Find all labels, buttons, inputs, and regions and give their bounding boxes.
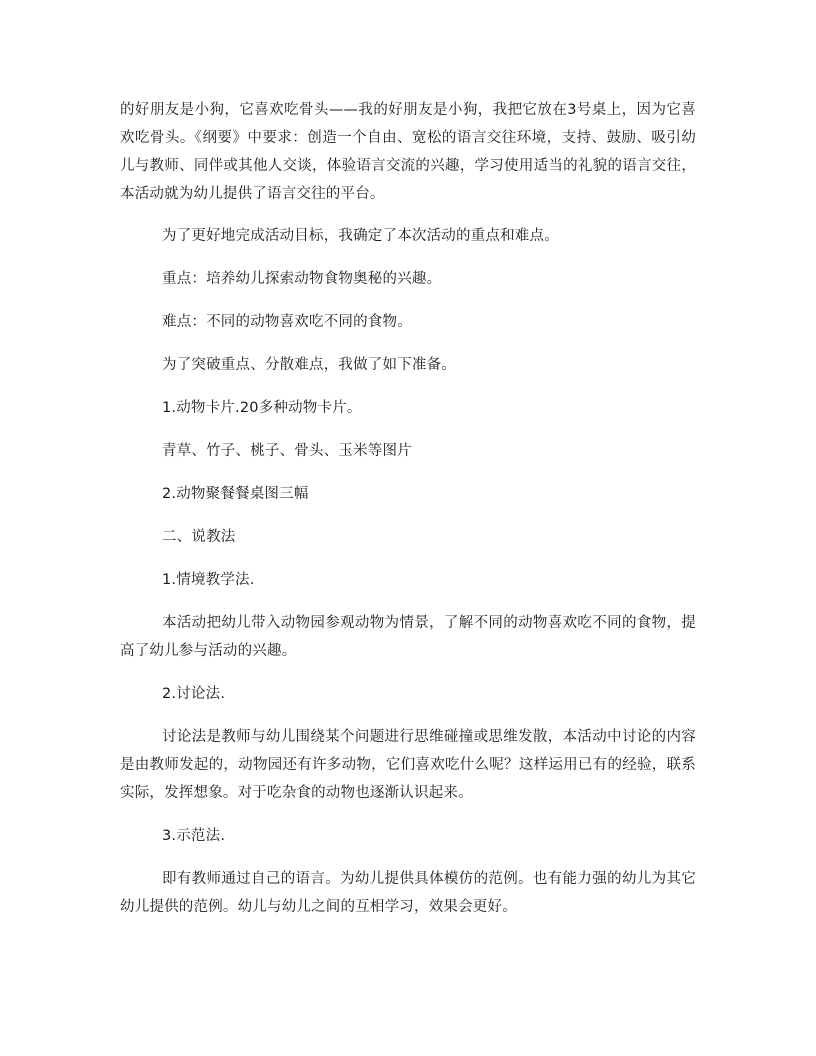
method-paragraph-3: 即有教师通过自己的语言。为幼儿提供具体模仿的范例。也有能力强的幼儿为其它幼儿提供的范例。幼儿与幼儿之间的互相学习，效果会更好。 xyxy=(120,871,696,915)
preparation-item-pictures: 青草、竹子、桃子、骨头、玉米等图片 xyxy=(162,443,412,459)
section-heading-teaching-methods: 二、说教法 xyxy=(162,529,236,545)
objective-paragraph: 为了更好地完成活动目标，我确定了本次活动的重点和难点。 xyxy=(162,228,559,244)
method-paragraph-2: 讨论法是教师与幼儿围绕某个问题进行思维碰撞或思维发散，本活动中讨论的内容是由教师发起的，动物园还有许多动物，它们喜欢吃什么呢？这样运用已有的经验，联系实际，发挥想象。对于吃杂食的动物也逐渐认识起来。 xyxy=(120,729,696,801)
method-paragraph-1: 本活动把幼儿带入动物园参观动物为情景，了解不同的动物喜欢吃不同的食物，提高了幼儿参与活动的兴趣。 xyxy=(120,615,696,659)
preparation-intro-paragraph: 为了突破重点、分散难点，我做了如下准备。 xyxy=(162,357,456,373)
document-page xyxy=(120,96,696,921)
preparation-item-1: 1.动物卡片.20多种动物卡片。 xyxy=(162,400,362,416)
difficulty-paragraph: 难点：不同的动物喜欢吃不同的食物。 xyxy=(162,314,412,330)
method-heading-2: 2.讨论法. xyxy=(162,686,226,702)
method-heading-3: 3.示范法. xyxy=(162,828,226,844)
key-point-paragraph: 重点：培养幼儿探索动物食物奥秘的兴趣。 xyxy=(162,271,442,287)
preparation-item-2: 2.动物聚餐餐桌图三幅 xyxy=(162,486,309,502)
method-heading-1: 1.情境教学法. xyxy=(162,572,255,588)
intro-paragraph: 的好朋友是小狗，它喜欢吃骨头——我的好朋友是小狗，我把它放在3号桌上，因为它喜欢吃骨头。《纲要》中要求：创造一个自由、宽松的语言交往环境，支持、鼓励、吸引幼儿与教师、同伴或其他人交谈，体验语言交流的兴趣，学习使用适当的礼貌的语言交往，本活动就为幼儿提供了语言交往的平台。 xyxy=(120,102,696,202)
